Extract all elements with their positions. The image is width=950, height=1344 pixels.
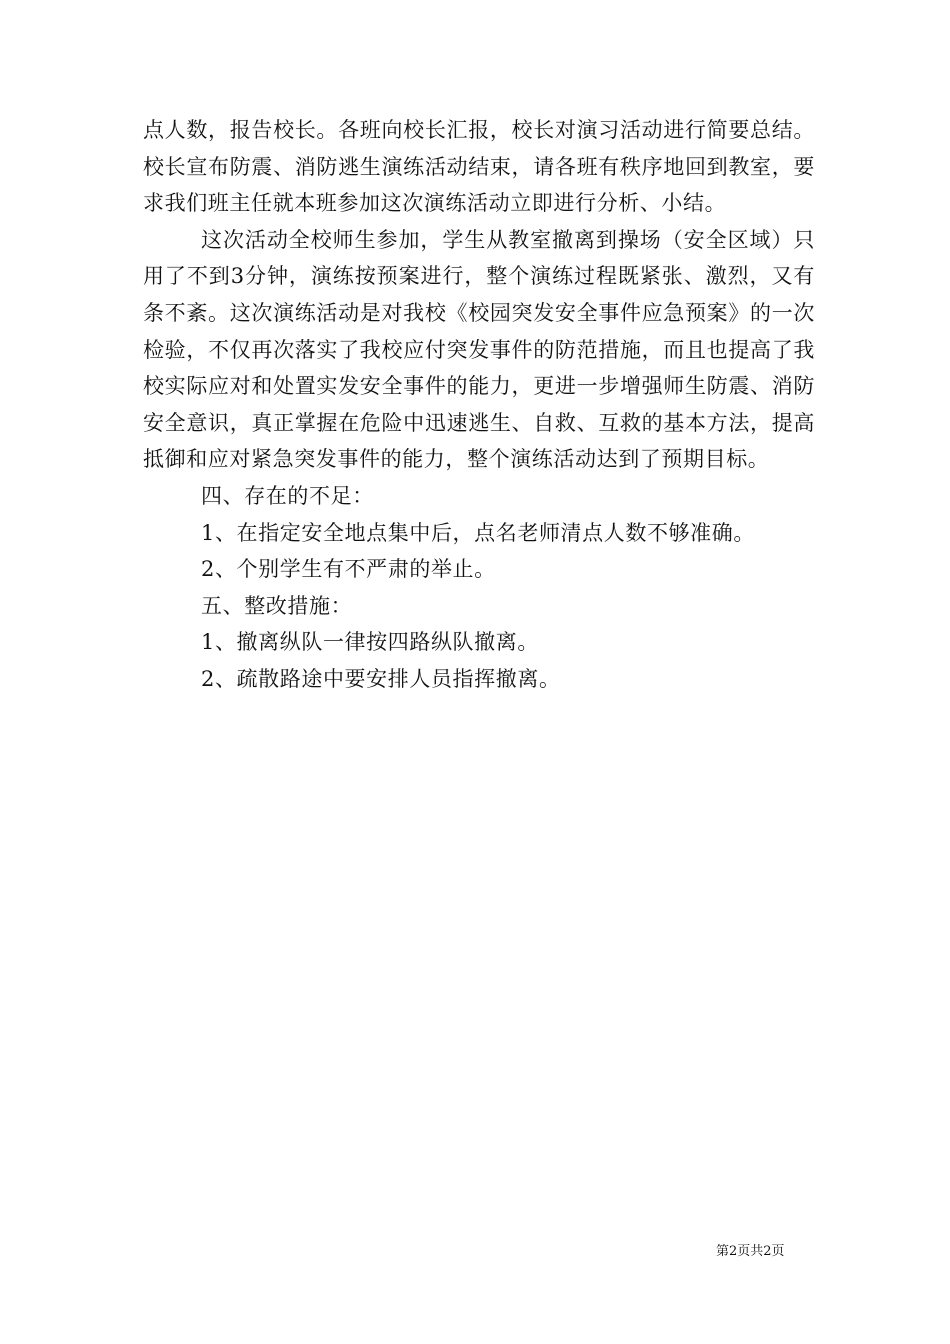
list-item-measure-1: 1、撤离纵队一律按四路纵队撤离。: [201, 630, 539, 655]
paragraph-activity-evaluation: 这次活动全校师生参加，学生从教室撤离到操场（安全区域）只用了不到3分钟，演练按预案进行，整个演练过程既紧张、激烈，又有条不紊。这次演练活动是对我校《校园突发安全事件应急预案》的一次检验，不仅再次落实了我校应付突发事件的防范措施，而且也提高了我校实际应对和处置实发安全事件的能力，更进一步增强师生防震、消防安全意识，真正掌握在危险中迅速逃生、自救、互救的基本方法，提高抵御和应对紧急突发事件的能力，整个演练活动达到了预期目标。: [143, 227, 815, 472]
section-heading-shortcomings: 四、存在的不足：: [201, 483, 374, 508]
document-body: [143, 112, 815, 698]
paragraph-summary-continuation: 点人数，报告校长。各班向校长汇报，校长对演习活动进行简要总结。校长宣布防震、消防逃生演练活动结束，请各班有秩序地回到教室，要求我们班主任就本班参加这次演练活动立即进行分析、小结。: [143, 118, 815, 216]
page-number-footer: 第2页共2页: [716, 1244, 785, 1259]
section-heading-corrective-measures: 五、整改措施：: [201, 593, 353, 618]
list-item-measure-2: 2、疏散路途中要安排人员指挥撤离。: [201, 666, 561, 691]
list-item-shortcoming-2: 2、个别学生有不严肃的举止。: [201, 557, 496, 582]
list-item-shortcoming-1: 1、在指定安全地点集中后，点名老师清点人数不够准确。: [201, 520, 755, 545]
